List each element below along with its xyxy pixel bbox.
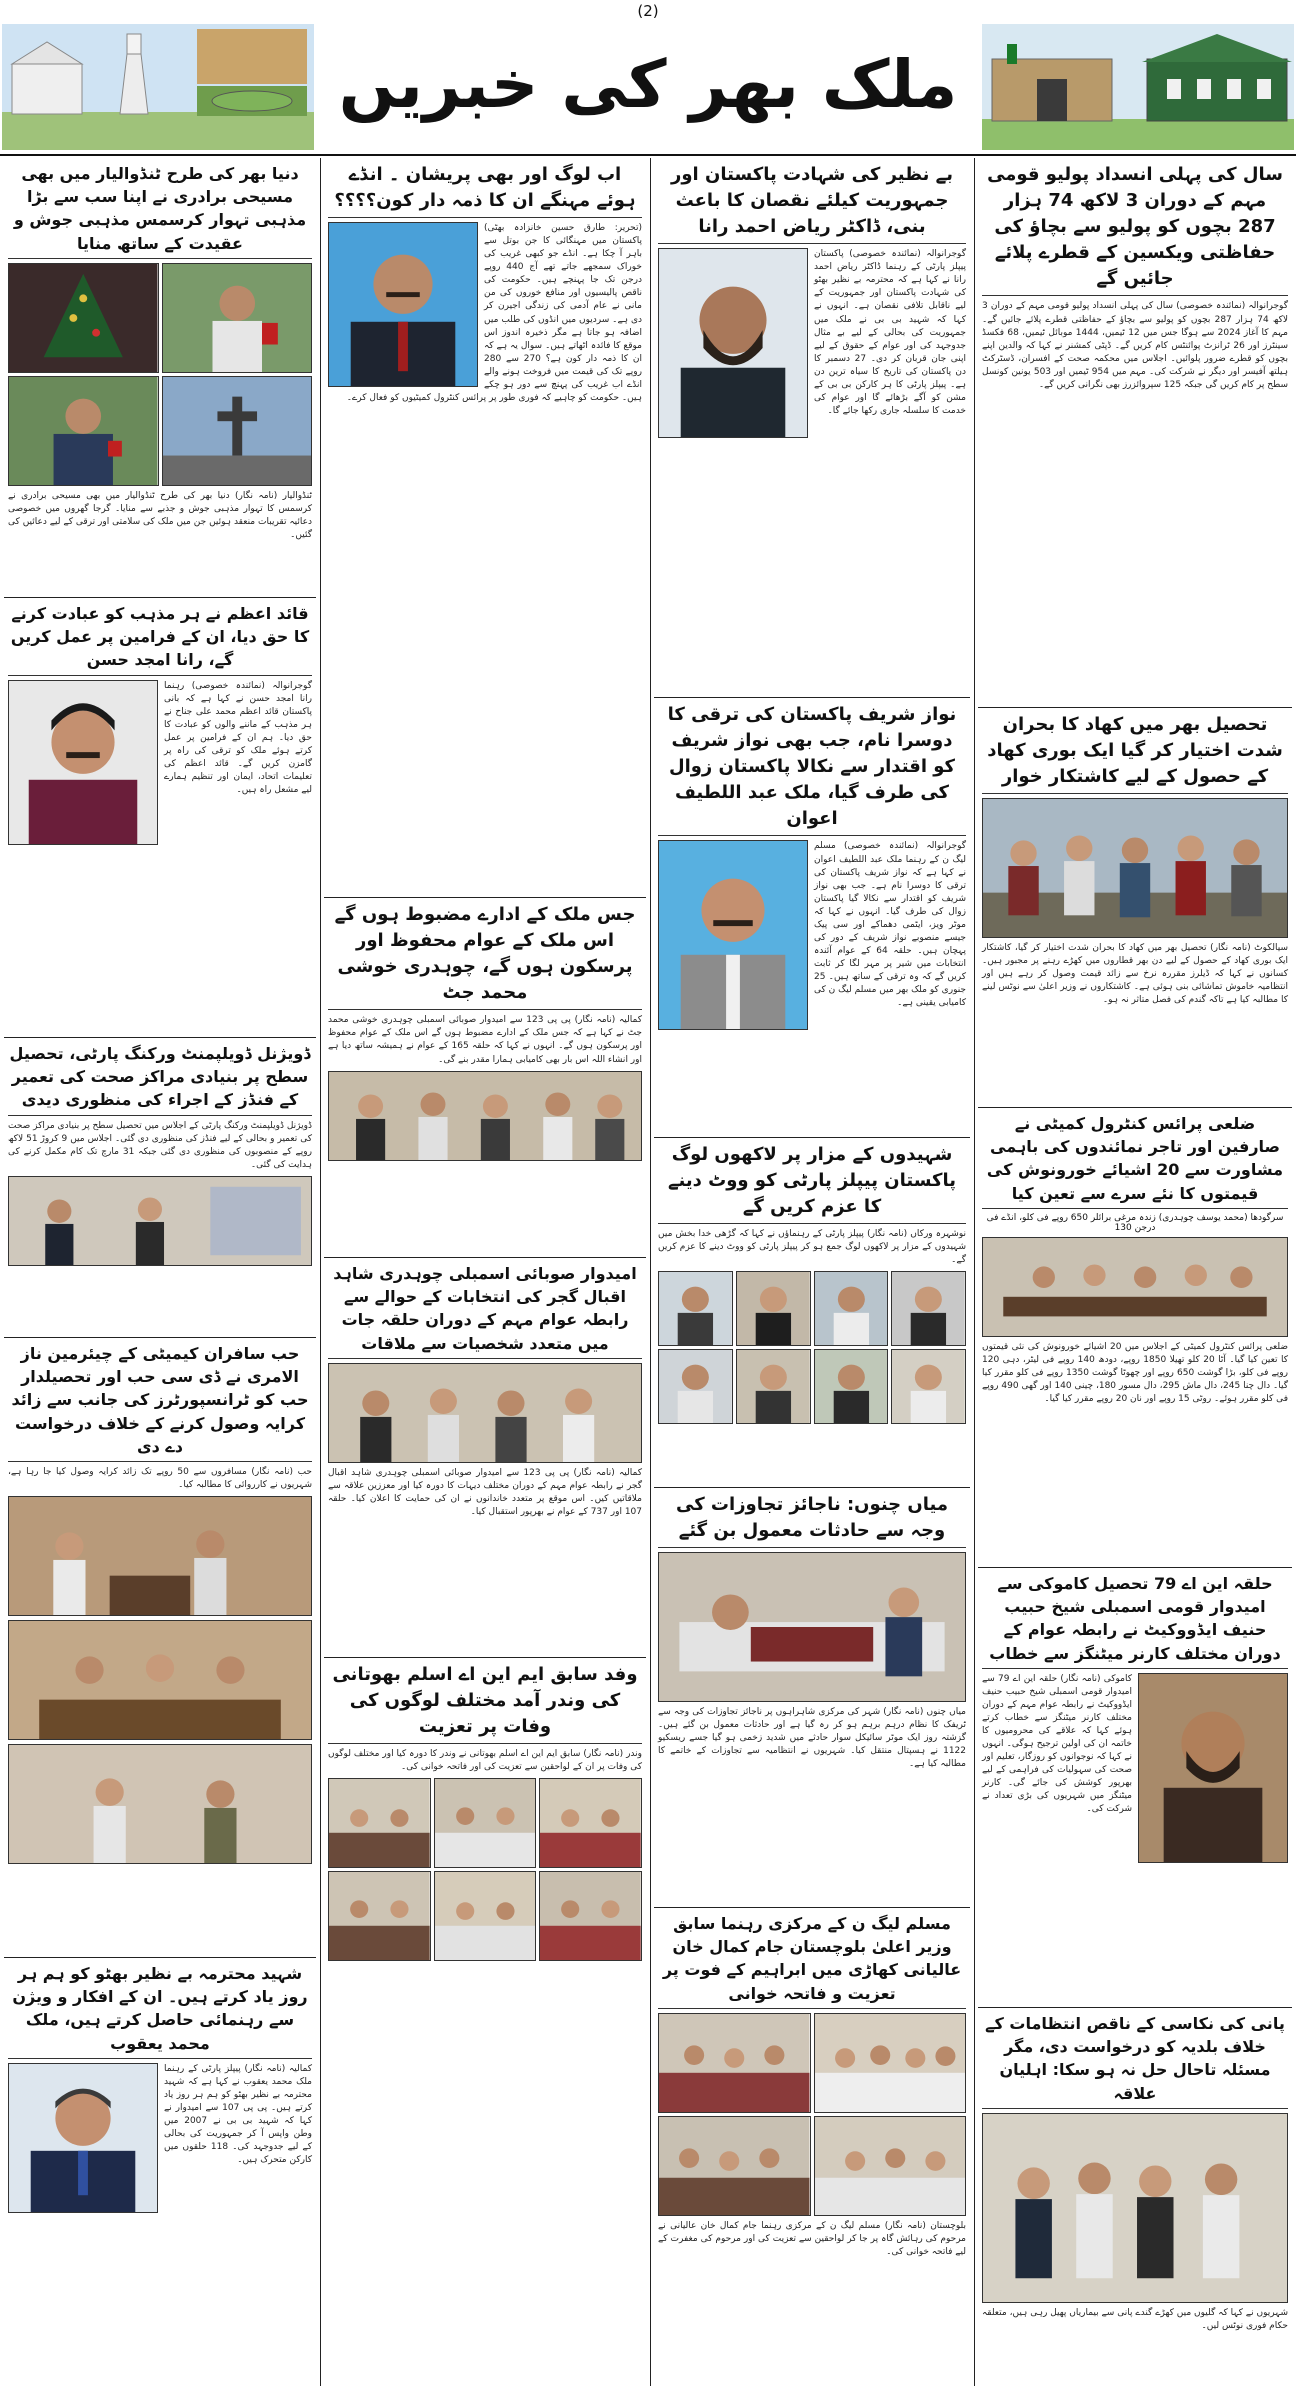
story-body: میاں چنوں (نامہ نگار) شہر کی مرکزی شاہراہوں پر ناجائز تجاوزات کی وجہ سے ٹریفک کا نظام درہم برہم ہو کر رہ گیا ہے اور حادثات معمول بن گئے ہیں۔ گزشتہ روز ایک موٹر سائیکل سوار حادثے میں شدید زخمی ہو گیا جسے ریسکیو 1122 نے ہسپتال منتقل کیا۔ شہریوں نے انتظامیہ سے تجاوزات کے خاتمے کا مطالبہ کیا ہے۔ xyxy=(658,1707,966,1770)
headline: ڈویژنل ڈویلپمنٹ ورکنگ پارٹی، تحصیل سطح پر بنیادی مراکز صحت کی تعمیر کے فنڈز کے اجراء کی منظوری دیدی xyxy=(8,1042,312,1116)
story-body: کمالیہ (نامہ نگار) پی پی 123 سے امیدوار صوبائی اسمبلی چوہدری خوشی محمد جٹ نے کہا ہے کہ جس ملک کے ادارے مضبوط ہوں گے اس ملک کے عوام محفوظ اور پرسکون ہوں گے۔ انہوں نے کہا کہ حلقہ 165 کے عوام نے ہمیشہ ساتھ دیا ہے اور انشاء اللہ اس بار بھی کامیابی ہمارا مقدر بنے گی۔ xyxy=(328,1015,642,1065)
church-photo xyxy=(162,376,313,486)
visit-photo xyxy=(539,1871,642,1961)
office-visit-photo xyxy=(8,1620,312,1740)
leader-photo xyxy=(658,1271,733,1346)
story-body: بلوچستان (نامہ نگار) مسلم لیگ ن کے مرکزی رہنما جام کمال خان عالیانی نے مرحوم کی رہائش گاہ پر جا کر لواحقین سے تعزیت کی اور مرحوم کی مغفرت کے لیے فاتحہ خوانی کی۔ xyxy=(658,2220,966,2257)
headline: بے نظیر کی شہادت پاکستان اور جمہوریت کیلئے نقصان کا باعث بنی، ڈاکٹر ریاض احمد رانا xyxy=(658,162,966,244)
column-center-left xyxy=(324,158,646,2386)
visit-photo xyxy=(328,1778,431,1868)
christmas-gallery xyxy=(8,263,312,486)
visit-photo xyxy=(328,1871,431,1961)
masthead-title: ملک بھر کی خبریں xyxy=(338,46,958,123)
story-mian-channu xyxy=(654,1488,970,1908)
story-body: کاموکی (نامہ نگار) حلقہ این اے 79 سے امیدوار قومی اسمبلی شیخ حبیب حنیف ایڈووکیٹ نے رابطہ عوام مہم کے دوران مختلف کارنر میٹنگز سے خطاب کرتے ہوئے کہا کہ علاقے کی محرومیوں کا خاتمہ ان کی اولین ترجیح ہوگی۔ انہوں نے کہا کہ نوجوانوں کو روزگار، تعلیم اور صحت کی سہولیات کی فراہمی کے لیے بھرپور کوشش کی جائے گی۔ کارنر میٹنگز میں شہریوں کی بڑی تعداد نے شرکت کی۔ xyxy=(982,1673,1132,1815)
story-price-control xyxy=(978,1108,1292,1568)
leader-photo xyxy=(736,1271,811,1346)
headline: تحصیل بھر میں کھاد کا بحران شدت اختیار کر گیا ایک بوری کھاد کے حصول کے لیے کاشتکار خوار xyxy=(982,712,1288,794)
story-christmas xyxy=(4,158,316,598)
yaqoob-portrait xyxy=(8,2063,158,2213)
headline: شہیدوں کے مزار پر لاکھوں لوگ پاکستان پیپلز پارٹی کو ووٹ دینے کا عزم کریں گے xyxy=(658,1142,966,1224)
party-leaders-gallery xyxy=(658,1271,966,1424)
story-body: گوجرانوالہ (نمائندہ خصوصی) پاکستان پیپلز پارٹی کے رہنما ڈاکٹر ریاض احمد رانا نے کہا ہے کہ محترمہ بے نظیر بھٹو کی شہادت پاکستان اور جمہوریت کے لیے ناقابل تلافی نقصان ہے۔ انہوں نے کہا کہ شہید بی بی نے ملک میں جمہوریت کی بحالی کے لیے بے مثال جدوجہد کی اور عوام کے حقوق کے لیے اپنی جان قربان کر دی۔ 27 دسمبر کا دن پاکستان کی تاریخ کا سیاہ ترین دن ہے۔ پیپلز پارٹی کا ہر کارکن بی بی کے مشن کو آگے بڑھائے گا اور عوام کی خدمت کا سلسلہ جاری رکھا جائے گا۔ xyxy=(814,249,966,416)
story-body: نوشہرہ ورکاں (نامہ نگار) پیپلز پارٹی کے رہنماؤں نے کہا کہ گڑھی خدا بخش میں شہیدوں کے مزار پر لاکھوں لوگ جمع ہو کر پیپلز پارٹی کو ووٹ دینے کا عزم کریں گے۔ xyxy=(658,1229,966,1266)
officials-photo xyxy=(8,1176,312,1266)
dateline: سرگودھا (محمد یوسف چوہدری) زندہ مرغی برائلر 650 روپے فی کلو، انڈے فی درجن 130 xyxy=(986,1212,1284,1233)
christmas-photo xyxy=(162,263,313,373)
story-body: گوجرانوالہ (نمائندہ خصوصی) سال کی پہلی انسداد پولیو قومی مہم کے دوران 3 لاکھ 74 ہزار 287 بچوں کو پولیو سے بچاؤ کے حفاظتی قطرے پلائے جائیں گے۔ مہم کا آغاز 2024 سے ہوگا جس میں 12 ٹیمیں، 1444 موبائل ٹیمیں، 68 فکسڈ سینٹرز اور 26 ٹرانزٹ پوائنٹس کام کریں گے۔ ڈپٹی کمشنر نے کہا کہ والدین اپنے بچوں کو قطرے ضرور پلوائیں۔ اجلاس میں محکمہ صحت کے افسران، ڈسٹرکٹ ہیلتھ آفیسر اور دیگر نے شرکت کی۔ مہم میں 954 ٹیمیں اور 503 یونین کونسل سطح پر کام کریں گی جبکہ 125 سپروائزرز بھی نگرانی کریں گے۔ xyxy=(982,301,1289,390)
story-body: وندر (نامہ نگار) سابق ایم این اے اسلم بھوتانی نے وندر کا دورہ کیا اور مختلف لوگوں کی وفات پر ان کے لواحقین سے تعزیت کی اور فاتحہ خوانی کی۔ xyxy=(328,1749,642,1773)
campaign-photo xyxy=(328,1363,642,1463)
rana-amjad-portrait xyxy=(8,680,158,845)
story-egg-prices xyxy=(324,158,646,898)
leader-photo xyxy=(814,1271,889,1346)
story-body: شہریوں نے کہا کہ گلیوں میں کھڑے گندے پانی سے بیماریاں پھیل رہی ہیں، متعلقہ حکام فوری نوٹس لیں۔ xyxy=(982,2307,1288,2331)
headline: شہید محترمہ بے نظیر بھٹو کو ہم ہر روز یاد کرتے ہیں۔ ان کے افکار و ویژن سے رہنمائی حاصل کرتے ہیں، ملک محمد یعقوب xyxy=(8,1962,312,2059)
office-visit-photo xyxy=(8,1744,312,1864)
gathering-photo xyxy=(814,2116,967,2216)
office-visit-photo xyxy=(8,1496,312,1616)
headline: حلقہ این اے 79 تحصیل کاموکی سے امیدوار قومی اسمبلی شیخ حبیب حنیف ایڈووکیٹ نے رابطہ عوام کے دوران مختلف کارنر میٹنگز سے خطاب xyxy=(982,1572,1288,1669)
visit-photo xyxy=(434,1871,537,1961)
story-body: ضلعی پرائس کنٹرول کمیٹی کے اجلاس میں 20 اشیائے خورونوش کی نئی قیمتوں کا تعین کیا گیا۔ آٹا 20 کلو تھیلا 1850 روپے، دودھ 140 روپے فی لیٹر، دہی 120 روپے فی کلو، بڑا گوشت 650 روپے اور چھوٹا گوشت 1350 روپے فی کلو مقرر کیا گیا۔ دال چنا 245، دال ماش 295، دال مسور 180، چینی 140 اور گھی 490 روپے فی کلو مقرر ہوئے۔ روٹی 15 روپے اور نان 20 روپے مقرر کیا گیا۔ xyxy=(982,1341,1289,1404)
story-water-drainage xyxy=(978,2008,1292,2384)
story-hub-transport xyxy=(4,1338,316,1958)
page-number: (2) xyxy=(637,2,659,20)
story-benazir-yaqoob xyxy=(4,1958,316,2386)
reporter-photo xyxy=(8,376,159,486)
story-body: ٹنڈوالیار (نامہ نگار) دنیا بھر کی طرح ٹنڈوالیار میں بھی مسیحی برادری نے کرسمس کا تہوار مذہبی جوش و جذبے سے منایا۔ گرجا گھروں میں خصوصی دعائیہ تقریبات منعقد ہوئیں جن میں ملک کی سلامتی اور ترقی کے لیے دعائیں کی گئیں۔ xyxy=(8,490,312,540)
story-body: گوجرانوالہ (نمائندہ خصوصی) مسلم لیگ ن کے رہنما ملک عبد اللطیف اعوان نے کہا ہے کہ نواز شریف پاکستان کی ترقی کا دوسرا نام ہے۔ جب بھی نواز شریف کو اقتدار سے نکالا گیا پاکستان زوال کی طرف گیا۔ انہوں نے کہا کہ موٹر ویز، ایٹمی دھماکے اور سی پیک جیسے منصوبے نواز شریف کے دور کی پہچان ہیں۔ حلقہ 64 کے عوام آئندہ انتخابات میں شیر پر مہر لگا کر ثابت کریں گے کہ وہ ترقی کے ساتھ ہیں۔ 25 جنوری کو ملک بھر میں مسلم لیگ ن کی کامیابی یقینی ہے۔ xyxy=(814,841,966,1009)
story-body: کمالیہ (نامہ نگار) پی پی 123 سے امیدوار صوبائی اسمبلی چوہدری شاہد اقبال گجر نے رابطہ عوام مہم کے دوران مختلف دیہات کا دورہ کیا اور معززین علاقہ سے ملاقاتیں کیں۔ اس موقع پر متعدد خاندانوں نے ان کی حمایت کا اعلان کیا۔ حلقہ 107 اور 737 کے عوام نے بھرپور استقبال کیا۔ xyxy=(328,1467,642,1517)
story-body: سیالکوٹ (نامہ نگار) تحصیل بھر میں کھاد کا بحران شدت اختیار کر گیا، کاشتکار ایک بوری کھاد کے حصول کے لیے دن بھر قطاروں میں کھڑے رہنے پر مجبور ہیں۔ کسانوں نے کہا کہ ڈیلرز مقررہ نرخ سے زائد قیمت وصول کر رہے ہیں اور انتظامیہ خاموش تماشائی بنی ہوئی ہے۔ کاشتکاروں نے وزیر اعلیٰ سے نوٹس لینے کا مطالبہ کیا ہے تاکہ گندم کی فصل متاثر نہ ہو۔ xyxy=(982,943,1288,1006)
column-center-right xyxy=(654,158,970,2386)
story-khushi-jatt xyxy=(324,898,646,1258)
story-fertilizer-crisis xyxy=(978,708,1292,1108)
gathering-photo xyxy=(658,2116,811,2216)
columnist-portrait xyxy=(328,222,478,387)
gathering-photo xyxy=(814,2013,967,2113)
masthead-right-image xyxy=(982,24,1294,150)
headline: پانی کی نکاسی کے ناقص انتظامات کے خلاف بلدیہ کو درخواست دی، مگر مسئلہ تاحال حل نہ ہو سکا: اہلیان علاقہ xyxy=(982,2012,1288,2109)
story-body: ڈویژنل ڈویلپمنٹ ورکنگ پارٹی کے اجلاس میں تحصیل سطح پر بنیادی مراکز صحت کی تعمیر و بحالی کے لیے فنڈز کی منظوری دی گئی۔ اجلاس میں 9 کروڑ 51 لاکھ روپے کے منصوبوں کی منظوری دی گئی جبکہ 31 مارچ تک کام مکمل کرنے کی ہدایت کی گئی۔ xyxy=(8,1120,313,1170)
headline: مسلم لیگ ن کے مرکزی رہنما سابق وزیر اعلیٰ بلوچستان جام کمال خان عالیانی کھاڑی میں ابراہیم کے فوت پر تعزیت و فاتحہ خوانی xyxy=(658,1912,966,2009)
headline: قائد اعظم نے ہر مذہب کو عبادت کرنے کا حق دیا، ان کے فرامین پر عمل کریں گے، رانا امجد حسن xyxy=(8,602,312,676)
group-meeting-photo xyxy=(982,2113,1288,2303)
injured-man-photo xyxy=(658,1552,966,1702)
story-bhootani-visit xyxy=(324,1658,646,2386)
story-nawaz-sharif xyxy=(654,698,970,1138)
leader-photo xyxy=(658,1349,733,1424)
story-body: (تحریر: طارق حسین خانزادہ بھٹی) پاکستان میں مہنگائی کا جن بوتل سے باہر آ چکا ہے۔ انڈے جو کبھی غریب کی خوراک سمجھے جاتے تھے آج 440 روپے درجن تک جا پہنچے ہیں۔ حکومت کی ناقص پالیسیوں اور منافع خوروں کی من مانی نے عام آدمی کی زندگی اجیرن کر دی ہے۔ سردیوں میں انڈوں کی طلب میں اضافہ ہو جاتا ہے مگر ذخیرہ اندوز اس موقع کا فائدہ اٹھاتے ہیں۔ سوال یہ ہے کہ ان کا ذمہ دار کون ہے؟ 270 سے 280 روپے تک کی قیمت میں فروخت ہونے والے انڈے اب غریب کی پہنچ سے دور ہو چکے ہیں۔ حکومت کو چاہیے کہ فوری طور پر پرائس کنٹرول کمیٹیوں کو فعال کرے۔ xyxy=(346,223,642,403)
leader-photo xyxy=(814,1349,889,1424)
headline: امیدوار صوبائی اسمبلی چوہدری شاہد اقبال گجر کی انتخابات کے حوالے سے رابطہ عوام مہم کے دوران حلقہ جات میں متعدد شخصیات سے ملاقات xyxy=(328,1262,642,1359)
christmas-tree-photo xyxy=(8,263,159,373)
column-rule xyxy=(320,158,321,2386)
headline: وفد سابق ایم این اے اسلم بھوتانی کی وندر آمد مختلف لوگوں کی وفات پر تعزیت xyxy=(328,1662,642,1744)
story-ppp-shrine xyxy=(654,1138,970,1488)
story-body: گوجرانوالہ (نمائندہ خصوصی) رہنما رانا امجد حسن نے کہا ہے کہ بانی پاکستان قائد اعظم محمد علی جناح نے ہر مذہب کے ماننے والوں کو عبادت کا حق دیا۔ ہم ان کے فرامین پر عمل کرتے ہوئے ملک کو ترقی کی راہ پر گامزن کریں گے۔ قائد اعظم کی تعلیمات اتحاد، ایمان اور تنظیم ہمارے لیے مشعل راہ ہیں۔ xyxy=(164,680,312,795)
story-health-funds xyxy=(4,1038,316,1338)
story-quaid-rana xyxy=(4,598,316,1038)
leader-photo xyxy=(736,1349,811,1424)
gathering-photo xyxy=(658,2013,811,2113)
story-na79-candidate xyxy=(978,1568,1292,2008)
masthead-left-image xyxy=(2,24,314,150)
farmers-photo xyxy=(982,798,1288,938)
riaz-portrait xyxy=(658,248,808,438)
column-right xyxy=(978,158,1292,2386)
headline: ضلعی پرائس کنٹرول کمیٹی نے صارفین اور تاجر نمائندوں کی باہمی مشاورت سے 20 اشیائے خورونوش کی قیمتوں کا نئے سرے سے تعین کیا xyxy=(982,1112,1288,1209)
headline: دنیا بھر کی طرح ٹنڈوالیار میں بھی مسیحی برادری نے اپنا سب سے بڑا مذہبی تہوار کرسمس مذہبی جوش و عقیدت کے ساتھ منایا xyxy=(8,162,312,259)
leader-photo xyxy=(891,1271,966,1346)
headline: جس ملک کے ادارے مضبوط ہوں گے اس ملک کے عوام محفوظ اور پرسکون ہوں گے، چوہدری خوشی محمد جٹ xyxy=(328,902,642,1010)
story-body: حب (نامہ نگار) مسافروں سے 50 روپے تک زائد کرایہ وصول کیا جا رہا ہے، شہریوں نے کارروائی کا مطالبہ کیا۔ xyxy=(8,1466,312,1490)
story-jam-kamal xyxy=(654,1908,970,2386)
leader-photo xyxy=(891,1349,966,1424)
headline: سال کی پہلی انسداد پولیو قومی مہم کے دوران 3 لاکھ 74 ہزار 287 بچوں کو پولیو سے بچاؤ کی حفاظتی ویکسین کے قطرے پلائے جائیں گے xyxy=(982,162,1288,296)
story-benazir-riaz xyxy=(654,158,970,698)
supporters-photo xyxy=(328,1071,642,1161)
column-left xyxy=(4,158,316,2386)
headline: حب سافران کیمیٹی کے چیئرمین ناز الامری نے ڈی سی حب اور تحصیلدار حب کو ٹرانسپورٹرز کی جانب سے زائد کرایہ وصول کرنے کے خلاف درخواست دے دی xyxy=(8,1342,312,1462)
column-rule xyxy=(650,158,651,2386)
visit-photo xyxy=(434,1778,537,1868)
meeting-photo xyxy=(982,1237,1288,1337)
latif-awan-portrait xyxy=(658,840,808,1030)
headline: میاں چنوں: ناجائز تجاوزات کی وجہ سے حادثات معمول بن گئے xyxy=(658,1492,966,1548)
condolence-visits-gallery xyxy=(328,1778,642,1961)
column-rule xyxy=(974,158,975,2386)
story-polio-campaign xyxy=(978,158,1292,708)
candidate-photo xyxy=(1138,1673,1288,1863)
story-shahid-gujjar xyxy=(324,1258,646,1658)
masthead xyxy=(0,24,1296,156)
headline: نواز شریف پاکستان کی ترقی کا دوسرا نام، جب بھی نواز شریف کو اقتدار سے نکالا پاکستان زوال کی طرف گیا، ملک عبد اللطیف اعوان xyxy=(658,702,966,836)
condolence-gallery xyxy=(658,2013,966,2216)
story-body: کمالیہ (نامہ نگار) پیپلز پارٹی کے رہنما ملک محمد یعقوب نے کہا ہے کہ شہید محترمہ بے نظیر بھٹو کو ہم ہر روز یاد کرتے ہیں۔ پی پی 107 سے امیدوار نے کہا کہ شہید بی بی نے 2007 میں وطن واپس آ کر جمہوریت کی بحالی کے لیے جدوجہد کی۔ 118 حلقوں میں کارکن متحرک ہیں۔ xyxy=(164,2063,312,2166)
visit-photo xyxy=(539,1778,642,1868)
headline: اب لوگ اور بھی پریشان ۔ انڈے ہوئے مہنگے ان کا ذمہ دار کون؟؟؟؟ xyxy=(328,162,642,218)
